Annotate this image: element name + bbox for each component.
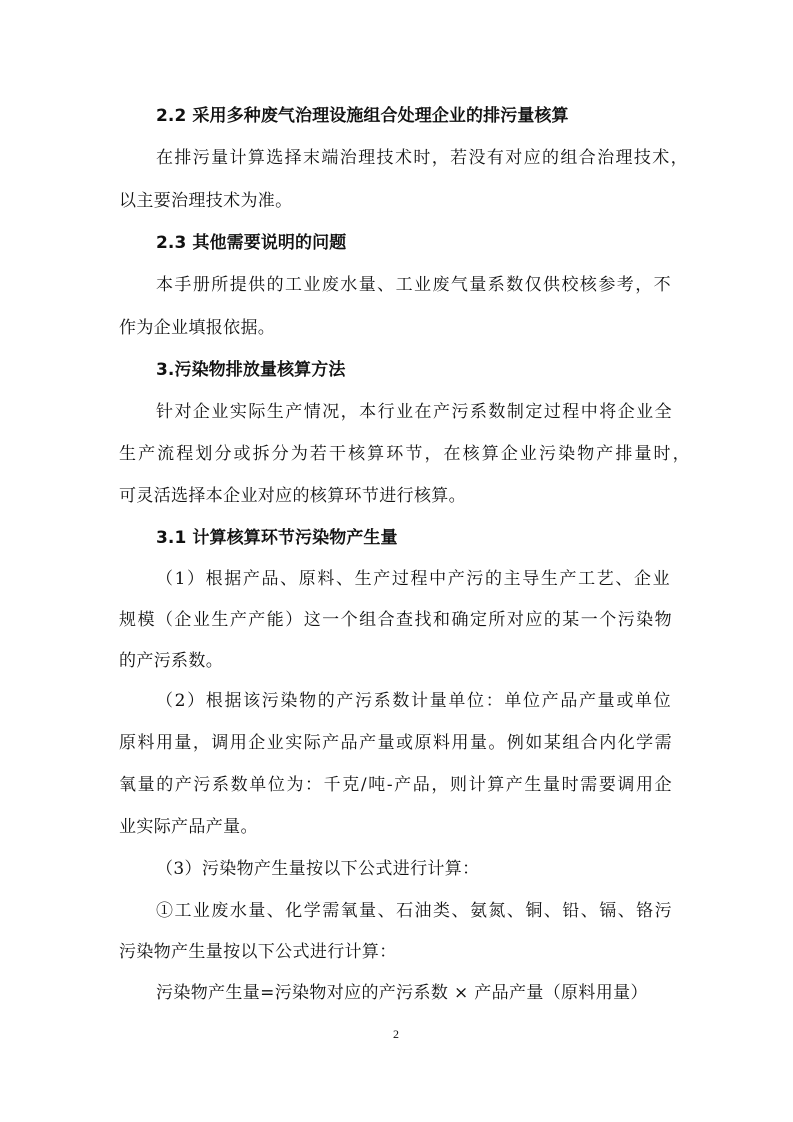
paragraph-line: 氧量的产污系数单位为：千克/吨-产品，则计算产生量时需要调用企 — [119, 775, 672, 795]
paragraph-line: 业实际产品产量。 — [119, 817, 258, 837]
formula-line: 污染物产生量=污染物对应的产污系数 × 产品产量（原料用量） — [156, 983, 648, 1003]
section-heading-2-2: 2.2 采用多种废气治理设施组合处理企业的排污量核算 — [156, 106, 569, 126]
paragraph-line: （1）根据产品、原料、生产过程中产污的主导生产工艺、企业 — [156, 569, 670, 589]
paragraph-line: 生产流程划分或拆分为若干核算环节，在核算企业污染物产排量时， — [119, 444, 690, 464]
paragraph-line: （3）污染物产生量按以下公式进行计算： — [156, 859, 480, 879]
section-heading-3-1: 3.1 计算核算环节污染物产生量 — [156, 528, 398, 548]
section-heading-2-3: 2.3 其他需要说明的问题 — [156, 233, 347, 253]
paragraph-line: 以主要治理技术为准。 — [119, 191, 293, 211]
paragraph-line: （2）根据该污染物的产污系数计量单位：单位产品产量或单位 — [156, 691, 671, 711]
paragraph-line: 的产污系数。 — [119, 651, 224, 671]
paragraph-line: 规模（企业生产产能）这一个组合查找和确定所对应的某一个污染物 — [119, 610, 672, 630]
paragraph-line: 本手册所提供的工业废水量、工业废气量系数仅供校核参考，不 — [156, 275, 671, 295]
paragraph-line: 污染物产生量按以下公式进行计算： — [119, 942, 397, 962]
paragraph-line: 针对企业实际生产情况，本行业在产污系数制定过程中将企业全 — [156, 402, 672, 422]
paragraph-line: 原料用量，调用企业实际产品产量或原料用量。例如某组合内化学需 — [119, 733, 672, 753]
section-heading-3: 3.污染物排放量核算方法 — [156, 360, 346, 380]
paragraph-line: 作为企业填报依据。 — [119, 318, 276, 338]
page-number: 2 — [393, 1027, 399, 1041]
paragraph-line: ①工业废水量、化学需氧量、石油类、氨氮、铜、铅、镉、铬污 — [156, 901, 672, 921]
paragraph-line: 可灵活选择本企业对应的核算环节进行核算。 — [119, 486, 466, 506]
paragraph-line: 在排污量计算选择末端治理技术时，若没有对应的组合治理技术， — [156, 148, 688, 168]
